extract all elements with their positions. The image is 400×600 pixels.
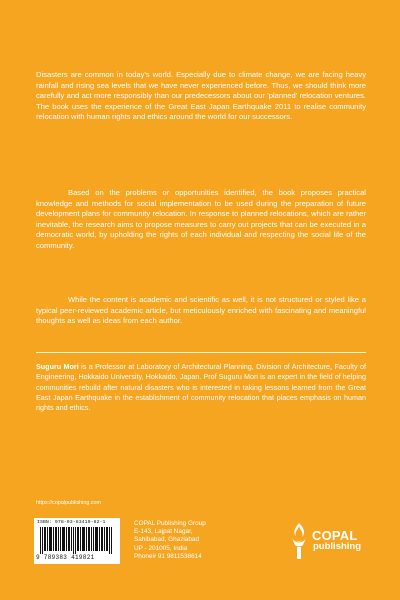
publisher-website[interactable]: https://copalpublishing.com [36, 500, 102, 506]
logo-name: COPAL [312, 528, 358, 543]
logo-sub: publishing [313, 541, 362, 552]
blurb-text: Disasters are common in today's world. Especially due to climate change, we are facing heavy rainfall and rising sea levels that we have never experienced before. Thus, we should think more carefully and act more responsibly than our predecessors about our 'planned' relocation ventures. The book uses the experience of the Great East Japan Earthquake 2011 to realise community relocation with human rights and ethics around the world for our successors. [36, 70, 366, 122]
address-line: E-143, Lajpat Nagar, [134, 528, 193, 536]
publisher-address [134, 520, 206, 561]
address-line: Sahibabad, Ghaziabad [134, 536, 200, 544]
address-line: Phone# 91 9811538614 [134, 552, 202, 560]
section-divider [36, 352, 366, 353]
isbn-label: ISBN: 978-93-83419-82-1 [37, 520, 106, 525]
author-bio [36, 362, 366, 413]
barcode-digits: 9 789383 419821 [36, 554, 95, 561]
author-name: Suguru Mori [36, 362, 79, 371]
blurb-paragraph-3 [36, 295, 366, 327]
address-line: COPAL Publishing Group [134, 520, 206, 527]
author-bio-text: is a Professor at Laboratory of Architectural Planning, Division of Architecture, Faculty of Engineering, Hokkaido University, Hokkaido, Japan. Prof Suguru Mori is an expert in the field of helping communities rebuild after natural disasters who is interested in taking lessons learned from the Great East Japan Earthquake in the establishment of community relocation that places emphasis on human rights and ethics. [36, 362, 366, 413]
blurb-text: Based on the problems or opportunities identified, the book proposes practical knowledge and methods for social implementation to be used during the preparation of future development plans for community relocation. In response to planned relocations, which are rather inevitable, the research aims to propose measures to carry out projects that can be executed in a democratic world, by upholding the rights of each individual and respecting the social life of the community. [36, 188, 366, 250]
blurb-text: While the content is academic and scientific as well, it is not structured or styled like a typical peer-reviewed academic article, but meticulously enriched with fascinating and meaningful thoughts as well as ideas from each author. [36, 295, 366, 326]
barcode-bars-icon [40, 527, 114, 554]
torch-icon [288, 521, 310, 561]
publisher-logo [288, 521, 368, 563]
isbn-barcode [34, 518, 120, 564]
blurb-paragraph-2 [36, 188, 366, 252]
address-line: UP - 201005, India [134, 544, 188, 552]
blurb-paragraph-1 [36, 70, 366, 123]
